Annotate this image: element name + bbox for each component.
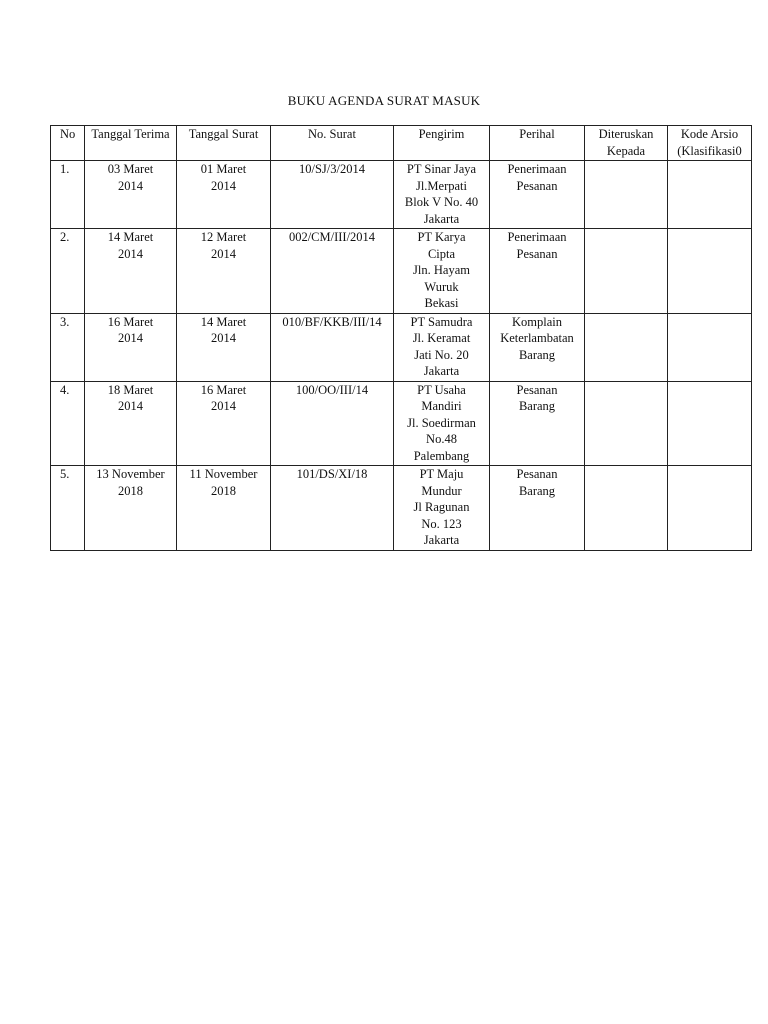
cell-perihal: Penerimaan Pesanan <box>490 161 585 229</box>
table-row <box>51 466 752 551</box>
cell-diteruskan <box>585 313 668 381</box>
cell-tanggal-terima: 03 Maret 2014 <box>85 161 177 229</box>
cell-tanggal-surat: 14 Maret 2014 <box>177 313 271 381</box>
cell-perihal: Pesanan Barang <box>490 466 585 551</box>
cell-no: 2. <box>51 229 85 314</box>
cell-pengirim: PT Usaha Mandiri Jl. Soedirman No.48 Palembang <box>394 381 490 466</box>
cell-kode-arsip <box>668 161 752 229</box>
cell-diteruskan <box>585 229 668 314</box>
cell-no-surat: 10/SJ/3/2014 <box>271 161 394 229</box>
cell-no-surat: 101/DS/XI/18 <box>271 466 394 551</box>
cell-tanggal-surat: 16 Maret 2014 <box>177 381 271 466</box>
cell-perihal: Penerimaan Pesanan <box>490 229 585 314</box>
cell-no-surat: 100/OO/III/14 <box>271 381 394 466</box>
table-row <box>51 229 752 314</box>
header-no-surat: No. Surat <box>271 126 394 161</box>
header-diteruskan: Diteruskan Kepada <box>585 126 668 161</box>
header-pengirim: Pengirim <box>394 126 490 161</box>
cell-no: 5. <box>51 466 85 551</box>
cell-pengirim: PT Maju Mundur Jl Ragunan No. 123 Jakarta <box>394 466 490 551</box>
cell-tanggal-surat: 12 Maret 2014 <box>177 229 271 314</box>
header-tanggal-surat: Tanggal Surat <box>177 126 271 161</box>
cell-diteruskan <box>585 381 668 466</box>
cell-no-surat: 002/CM/III/2014 <box>271 229 394 314</box>
cell-no: 1. <box>51 161 85 229</box>
cell-tanggal-terima: 16 Maret 2014 <box>85 313 177 381</box>
cell-pengirim: PT Karya Cipta Jln. Hayam Wuruk Bekasi <box>394 229 490 314</box>
cell-kode-arsip <box>668 381 752 466</box>
cell-tanggal-surat: 11 November 2018 <box>177 466 271 551</box>
cell-pengirim: PT Samudra Jl. Keramat Jati No. 20 Jakarta <box>394 313 490 381</box>
table-row <box>51 381 752 466</box>
cell-diteruskan <box>585 161 668 229</box>
cell-no: 4. <box>51 381 85 466</box>
header-no: No <box>51 126 85 161</box>
header-tanggal-terima: Tanggal Terima <box>85 126 177 161</box>
cell-tanggal-surat: 01 Maret 2014 <box>177 161 271 229</box>
cell-perihal: Pesanan Barang <box>490 381 585 466</box>
cell-tanggal-terima: 14 Maret 2014 <box>85 229 177 314</box>
header-kode-arsip: Kode Arsio (Klasifikasi0 <box>668 126 752 161</box>
header-perihal: Perihal <box>490 126 585 161</box>
table-row <box>51 313 752 381</box>
agenda-table <box>50 125 752 551</box>
table-header-row <box>51 126 752 161</box>
cell-kode-arsip <box>668 313 752 381</box>
cell-no: 3. <box>51 313 85 381</box>
cell-tanggal-terima: 13 November 2018 <box>85 466 177 551</box>
cell-diteruskan <box>585 466 668 551</box>
cell-perihal: Komplain Keterlambatan Barang <box>490 313 585 381</box>
table-row <box>51 161 752 229</box>
cell-tanggal-terima: 18 Maret 2014 <box>85 381 177 466</box>
document-title: BUKU AGENDA SURAT MASUK <box>287 93 481 108</box>
cell-pengirim: PT Sinar Jaya Jl.Merpati Blok V No. 40 Jakarta <box>394 161 490 229</box>
cell-kode-arsip <box>668 229 752 314</box>
cell-kode-arsip <box>668 466 752 551</box>
cell-no-surat: 010/BF/KKB/III/14 <box>271 313 394 381</box>
